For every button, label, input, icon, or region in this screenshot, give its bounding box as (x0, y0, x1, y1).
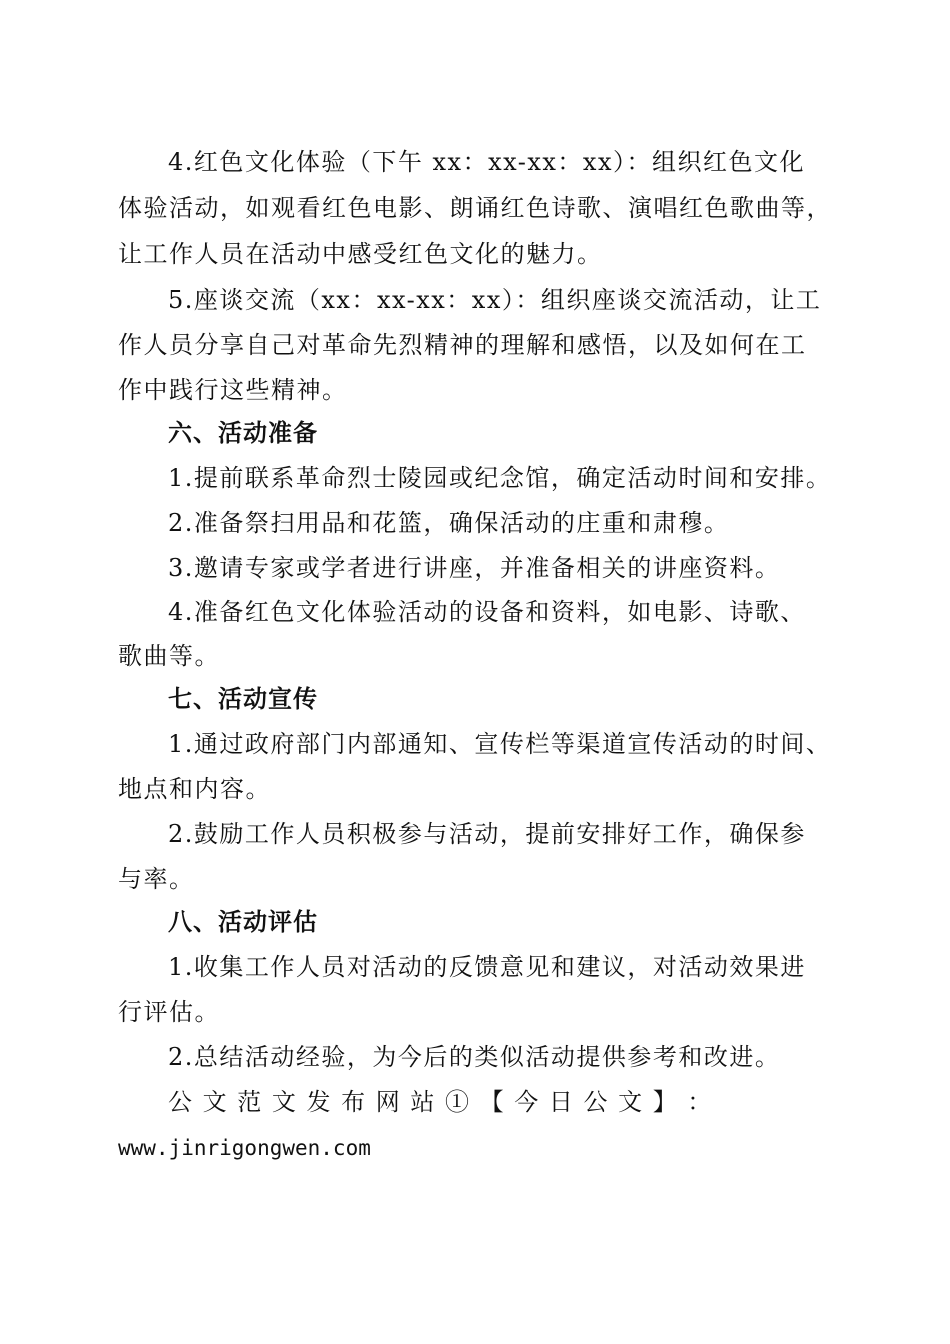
item4-line2: 体验活动，如观看红色电影、朗诵红色诗歌、演唱红色歌曲等， (118, 194, 832, 222)
section7-item1-cont: 地点和内容。 (118, 775, 271, 803)
section8-item1: 1.收集工作人员对活动的反馈意见和建议，对活动效果进 (168, 953, 806, 981)
item5-line2: 作人员分享自己对革命先烈精神的理解和感悟，以及如何在工 (118, 331, 807, 359)
item4-line3: 让工作人员在活动中感受红色文化的魅力。 (118, 240, 603, 268)
section6-item2: 2.准备祭扫用品和花篮，确保活动的庄重和肃穆。 (168, 509, 730, 537)
item4-line1: 4.红色文化体验（下午 xx：xx-xx：xx）：组织红色文化 (168, 148, 805, 176)
section6-item4: 4.准备红色文化体验活动的设备和资料，如电影、诗歌、 (168, 598, 806, 626)
section6-heading: 六、活动准备 (168, 419, 318, 447)
item5-line1: 5.座谈交流（xx：xx-xx：xx）：组织座谈交流活动，让工 (168, 286, 822, 314)
section8-item2: 2.总结活动经验，为今后的类似活动提供参考和改进。 (168, 1043, 781, 1071)
footer-site-line: 公 文 范 文 发 布 网 站 ① 【 今 日 公 文 】 ： (168, 1088, 713, 1116)
section6-item3: 3.邀请专家或学者进行讲座，并准备相关的讲座资料。 (168, 554, 781, 582)
section7-item2-cont: 与率。 (118, 865, 195, 893)
section8-heading: 八、活动评估 (168, 908, 318, 936)
item5-line3: 作中践行这些精神。 (118, 376, 348, 404)
section6-item1: 1.提前联系革命烈士陵园或纪念馆，确定活动时间和安排。 (168, 464, 832, 492)
section7-item1: 1.通过政府部门内部通知、宣传栏等渠道宣传活动的时间、 (168, 730, 832, 758)
section7-item2: 2.鼓励工作人员积极参与活动，提前安排好工作，确保参 (168, 820, 806, 848)
section8-item1-cont: 行评估。 (118, 998, 220, 1026)
section7-heading: 七、活动宣传 (168, 685, 318, 713)
footer-url[interactable]: www.jinrigongwen.com (118, 1136, 371, 1160)
section6-item4-cont: 歌曲等。 (118, 642, 220, 670)
